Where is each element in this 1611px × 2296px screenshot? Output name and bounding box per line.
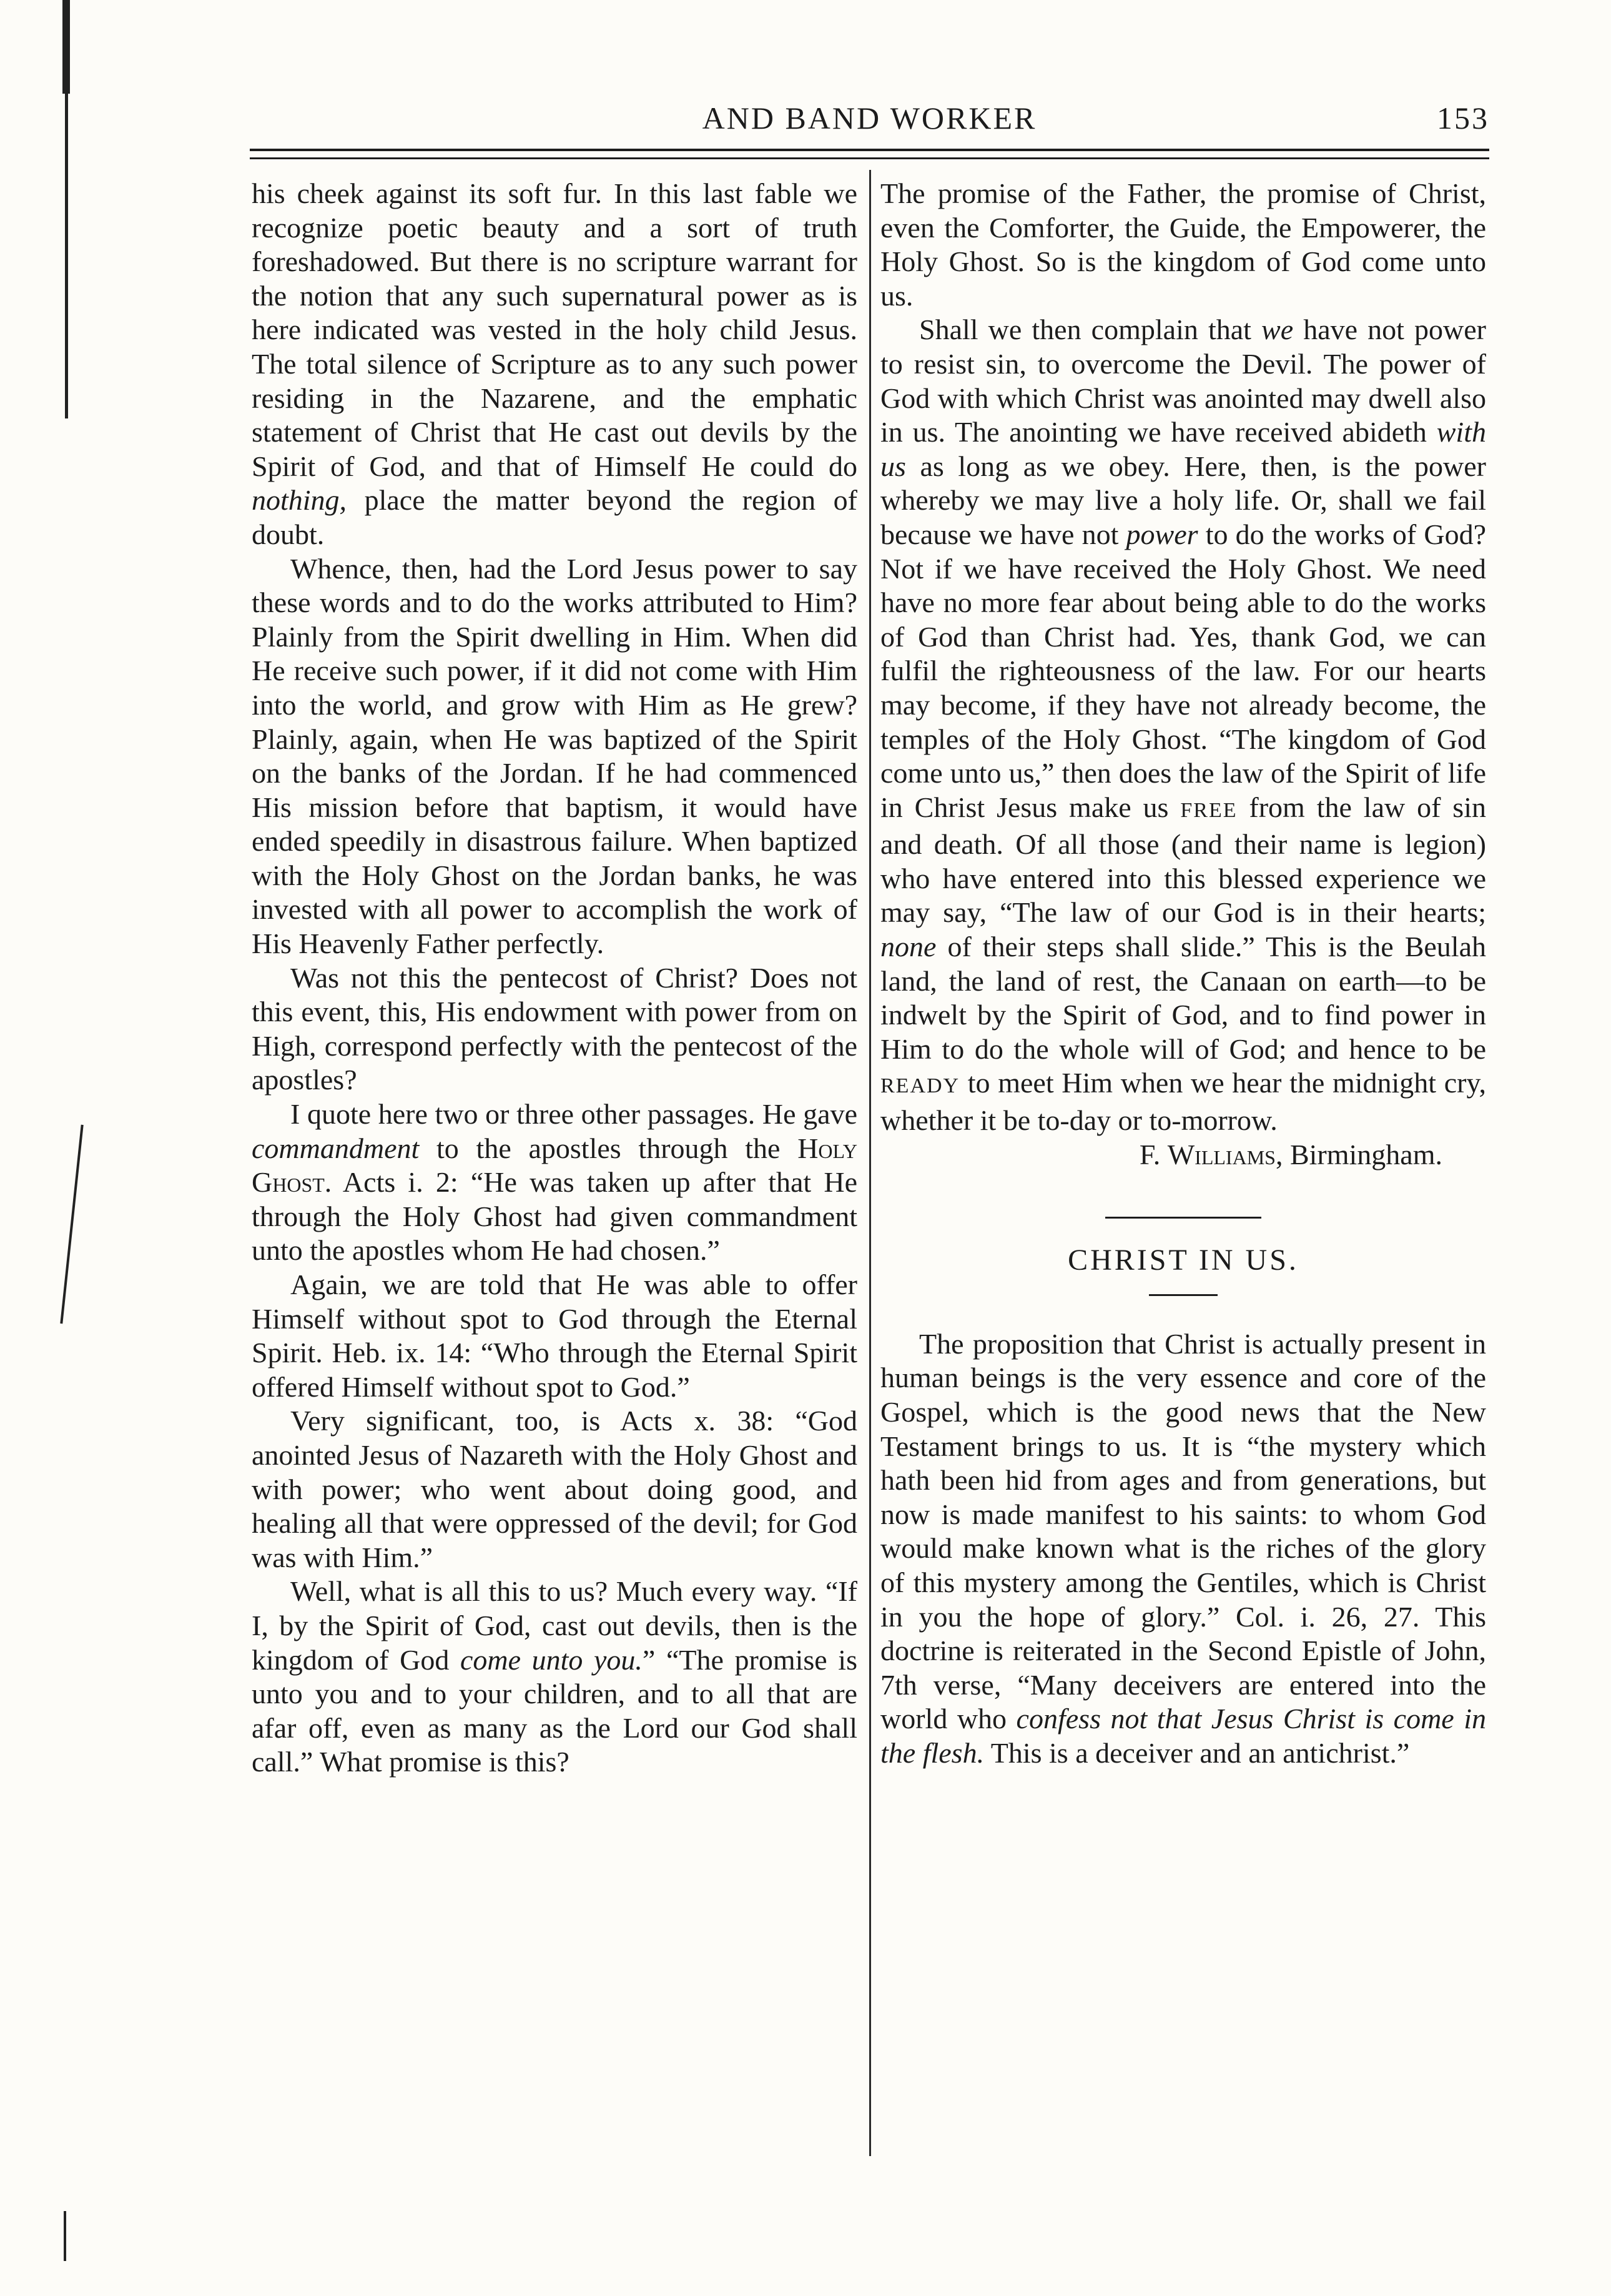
right-column (880, 177, 1486, 1771)
text-run: The proposition that Christ is actually present in human beings is the very essence and core of the Gospel, which is the good news that the New Testament brings to us. It is “the mystery which hath been hid from ages and from generations, but now is made manifest to his saints: to whom God would make known what is the riches of the glory of this mystery among the Gentiles, which is Christ in you the hope of glory.” Col. i. 26, 27. This doctrine is reiterated in the Second Epistle of John, 7th verse, “Many deceivers are entered into the world who (880, 1327, 1486, 1735)
running-title: AND BAND WORKER (702, 101, 1037, 136)
signature-place: , Birmingham. (1275, 1138, 1442, 1170)
text-run: from the law of sin and death. Of all those (and their name is legion) who have entered into this blessed experience we may say, “The law of our God is in their hearts; (880, 791, 1486, 929)
text-run: Very significant, too, is Acts x. 38: “God anointed Jesus of Nazareth with the Holy Ghost and with power; who went about doing good, and healing all that were oppressed of the devil; for God was with Him.” (252, 1405, 857, 1573)
text-run: ” “The promise is unto you and to your children, and to all that are afar off, even as many as the Lord our God shall call.” What promise is this? (252, 1643, 857, 1778)
paragraph (252, 1268, 857, 1404)
text-run: his cheek against its soft fur. In this last fable we recognize poetic beauty and a sort of truth foreshadowed. But there is no scripture warrant for the notion that any such supernatural power as is here indicated was vested in the holy child Jesus. The total silence of Scripture as to any such power residing in the Nazarene, and the emphatic statement of Christ that He cast out devils by the Spirit of God, and that of Himself He could do (252, 177, 857, 482)
paragraph (252, 1097, 857, 1268)
column-divider (869, 170, 871, 2156)
paragraph (252, 177, 857, 552)
text-run: I quote here two or three other passages. He gave (290, 1098, 857, 1131)
text-run: place the matter beyond the region of doubt. (252, 484, 857, 550)
text-run: Shall we then complain that (919, 314, 1262, 346)
text-run: of their steps shall slide.” This is the Beulah land, the land of rest, the Canaan on earth—to be indwelt by the Spirit of God, and to find power in Him to do the whole will of God; and hence to be (880, 931, 1486, 1065)
italic-text: commandment (252, 1132, 420, 1164)
paragraph (252, 1404, 857, 1575)
text-run: have not power to resist sin, to overcome the Devil. The power of God with which Christ was anointed may dwell also in us. The anointing we have received abideth (880, 314, 1486, 448)
caps-text: FREE (1180, 798, 1238, 822)
scan-edge-mark (64, 2211, 66, 2261)
paragraph (880, 177, 1486, 313)
caps-text: READY (880, 1074, 960, 1098)
paragraph (252, 1575, 857, 1779)
paragraph (880, 313, 1486, 1137)
header-rule-bottom (250, 157, 1489, 159)
signature (880, 1138, 1486, 1172)
text-run: to do the works of God? Not if we have received the Holy Ghost. We need have no more fear about being able to do the works of God than Christ had. Yes, thank God, we can fulfil the righteousness of the law. For our hearts may become, if they have not already become, the temples of the Holy Ghost. “The kingdom of God come unto us,” then does the law of the Spirit of life in Christ Jesus make us (880, 518, 1486, 823)
section-title: CHRIST IN US. (1068, 1244, 1299, 1277)
scan-edge-mark (60, 1125, 83, 1324)
header-rule-top (250, 149, 1489, 151)
text-run: as long as we obey. Here, then, is the power whereby we may live a holy life. Or, shall we fail because we have not (880, 450, 1486, 550)
text-run: Whence, then, had the Lord Jesus power to say these words and to do the works attributed to Him? Plainly from the Spirit dwelling in Him. When did He receive such power, if it did not come with Him into the world, and grow with Him as He grew? Plainly, again, when He was baptized of the Spirit on the banks of the Jordan. If he had commenced His mission before that baptism, it would have ended speedily in disastrous failure. When baptized with the Holy Ghost on the Jordan banks, he was invested with all power to accomplish the work of His Heavenly Father perfectly. (252, 552, 857, 960)
text-run: Was not this the pentecost of Christ? Does not this event, this, His endowment with power from on High, correspond perfectly with the pentecost of the apostles? (252, 961, 857, 1096)
signature-name: Williams (1167, 1138, 1276, 1170)
page-number: 153 (1437, 101, 1489, 136)
paragraph (252, 961, 857, 1097)
italic-text: nothing, (252, 484, 347, 517)
italic-text: power (1126, 518, 1198, 550)
text-run: to the apostles through the (419, 1132, 798, 1164)
left-column (252, 177, 857, 1779)
section-divider-rule (1105, 1217, 1261, 1219)
paragraph (252, 552, 857, 961)
text-run: This is a deceiver and an antichrist.” (984, 1736, 1410, 1769)
text-run: Acts i. 2: “He was taken up after that He through the Holy Ghost had given commandment unto the apostles whom He had chosen.” (252, 1166, 857, 1267)
italic-text: come unto you. (460, 1643, 643, 1676)
text-run: The promise of the Father, the promise of Christ, even the Comforter, the Guide, the Empowerer, the Holy Ghost. So is the kingdom of God come unto us. (880, 177, 1486, 312)
italic-text: none (880, 931, 937, 963)
scan-edge-mark (65, 94, 68, 418)
scan-edge-mark (62, 0, 70, 94)
text-run: Well, what is all this to us? Much every way. “If I, by the Spirit of God, cast out devils, then is the kingdom of God (252, 1575, 857, 1676)
text-run: to meet Him when we hear the midnight cry, whether it be to-day or to-morrow. (880, 1067, 1486, 1137)
running-header (250, 100, 1489, 150)
paragraph (880, 1327, 1486, 1771)
section-title-underline (1149, 1294, 1218, 1296)
italic-text: we (1261, 314, 1294, 346)
italic-text: confess not that Jesus Christ is come in the flesh. (880, 1703, 1486, 1769)
signature-initial: F. (1139, 1138, 1168, 1170)
text-run: Again, we are told that He was able to offer Himself without spot to God through the Eternal Spirit. Heb. ix. 14: “Who through the Eternal Spirit offered Himself without spot to God.” (252, 1269, 857, 1403)
italic-text: with us (880, 416, 1486, 482)
small-caps-text: Holy Ghost. (252, 1132, 857, 1199)
